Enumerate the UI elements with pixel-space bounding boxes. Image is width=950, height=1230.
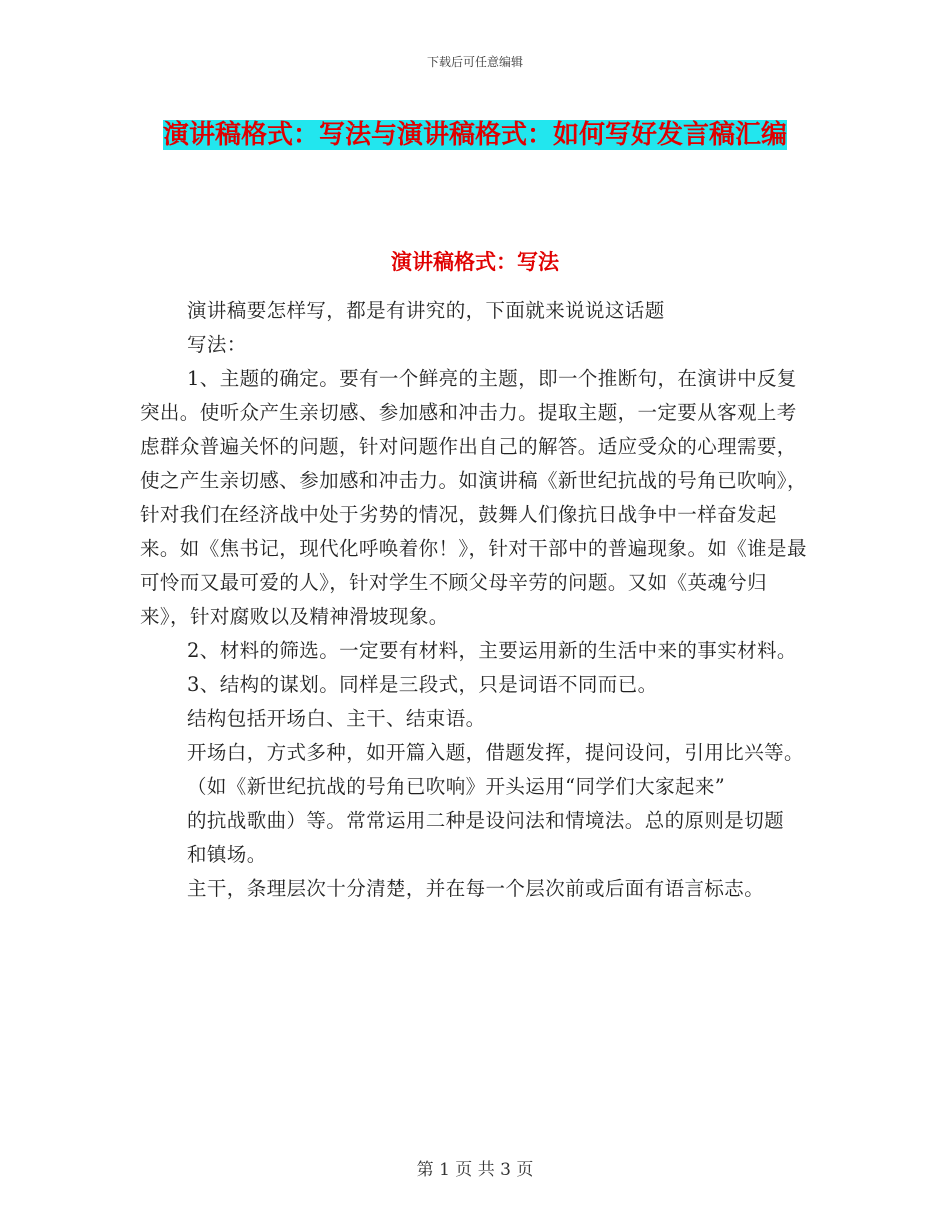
document-body bbox=[140, 294, 812, 906]
document-title-text: 演讲稿格式：写法与演讲稿格式：如何写好发言稿汇编 bbox=[162, 120, 787, 150]
paragraph: 3、结构的谋划。同样是三段式，只是词语不同而已。 bbox=[187, 673, 658, 696]
paragraph: 主干，条理层次十分清楚，并在每一个层次前或后面有语言标志。 bbox=[187, 877, 765, 900]
paragraph: 写法： bbox=[187, 333, 247, 356]
section-title: 演讲稿格式：写法 bbox=[391, 250, 559, 274]
paragraph: 结构包括开场白、主干、结束语。 bbox=[187, 707, 486, 730]
paragraph: 和镇场。 bbox=[187, 843, 267, 866]
page-header: 下载后可任意编辑 bbox=[426, 55, 523, 69]
paragraph: 开场白，方式多种，如开篇入题，借题发挥，提问设问，引用比兴等。（如《新世纪抗战的号角已吹响》开头运用“同学们大家起来” bbox=[187, 741, 804, 798]
page-footer: 第 1 页 共 3 页 bbox=[416, 1160, 534, 1180]
paragraph: 的抗战歌曲）等。常常运用二种是设问法和情境法。总的原则是切题 bbox=[187, 809, 785, 832]
paragraph: 1、主题的确定。要有一个鲜亮的主题，即一个推断句，在演讲中反复突出。使听众产生亲切感、参加感和冲击力。提取主题，一定要从客观上考虑群众普遍关怀的问题，针对问题作出自己的解答。适应受众的心理需要，使之产生亲切感、参加感和冲击力。如演讲稿《新世纪抗战的号角已吹响》，针对我们在经济战中处于劣势的情况，鼓舞人们像抗日战争中一样奋发起来。如《焦书记，现代化呼唤着你！》，针对干部中的普遍现象。如《谁是最可怜而又最可爱的人》，针对学生不顾父母辛劳的问题。又如《英魂兮归来》，针对腐败以及精神滑坡现象。 bbox=[140, 367, 807, 628]
paragraph: 2、材料的筛选。一定要有材料，主要运用新的生活中来的事实材料。 bbox=[187, 639, 797, 662]
paragraph: 演讲稿要怎样写，都是有讲究的，下面就来说说这话题 bbox=[187, 299, 665, 322]
document-title bbox=[140, 110, 810, 160]
